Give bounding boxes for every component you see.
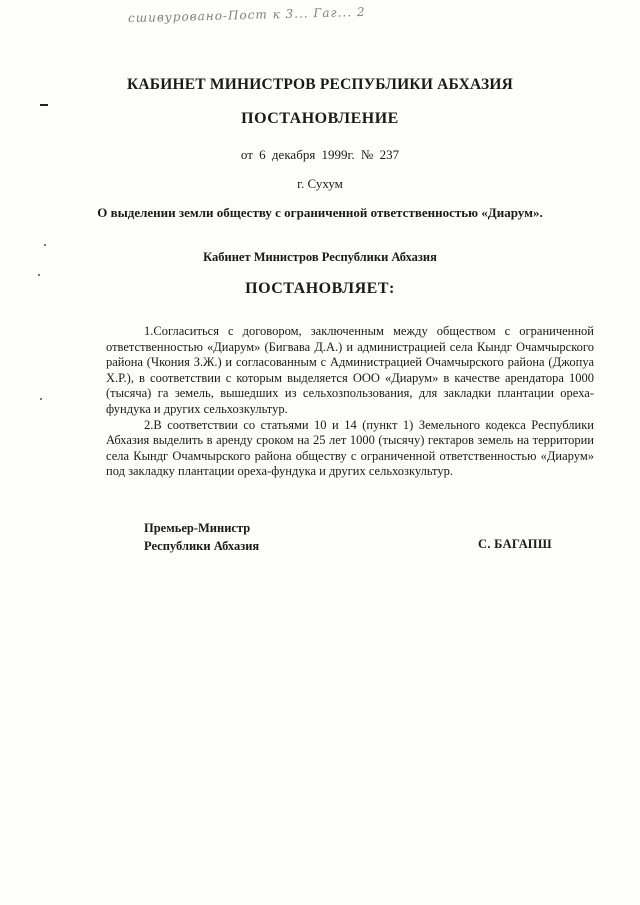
document-type-heading: ПОСТАНОВЛЕНИЕ — [241, 110, 399, 127]
handwritten-note: сшивуровано-Пост к 3... Гаг... 2 — [127, 4, 366, 26]
signatory-title — [144, 519, 259, 555]
signatory-title-line-2: Республики Абхазия — [144, 539, 260, 553]
signatory-name: С. БАГАПШ — [478, 537, 552, 551]
paragraph-2: 2.В соответствии со статьями 10 и 14 (пункт 1) Земельного кодекса Республики Абхазия выделить в аренду сроком на 25 лет 1000 (тысячу) гектаров земель на территории села Кындг Очамчырского района обществу с ограниченной ответственностью «Диарум» под закладку плантации ореха-фундука и других сельхозкультур. — [106, 417, 594, 479]
scan-speck — [44, 244, 46, 246]
resolution-body — [106, 324, 594, 480]
scan-speck — [40, 398, 42, 400]
date-and-number: от 6 декабря 1999г. № 237 — [240, 147, 400, 162]
enacting-body: Кабинет Министров Республики Абхазия — [203, 250, 437, 264]
paragraph-1: 1.Согласиться с договором, заключенным между обществом с ограниченной ответственностью «Диарум» (Бигвава Д.А.) и администрацией села Кындг Очамчырского района (Чкония З.Ж.) и согласованным с Администрацией Очамчырского района (Джопуа Х.Р.), в соответствии с которым выделяется ООО «Диарум» в качестве арендатора 1000 (тысяча) га земель, вышедших из сельхозпользования, для закладки плантации ореха-фундука и других сельхозкультур. — [106, 324, 594, 416]
organization-heading: КАБИНЕТ МИНИСТРОВ РЕСПУБЛИКИ АБХАЗИЯ — [126, 76, 514, 93]
signatory-title-line-1: Премьер-Министр — [144, 521, 251, 535]
city-line: г. Сухум — [297, 176, 343, 191]
resolves-heading: ПОСТАНОВЛЯЕТ: — [245, 280, 395, 297]
document-subject: О выделении земли обществу с ограниченной ответственностью «Диарум». — [97, 205, 543, 220]
scan-speck — [38, 274, 40, 276]
margin-mark — [40, 104, 48, 106]
